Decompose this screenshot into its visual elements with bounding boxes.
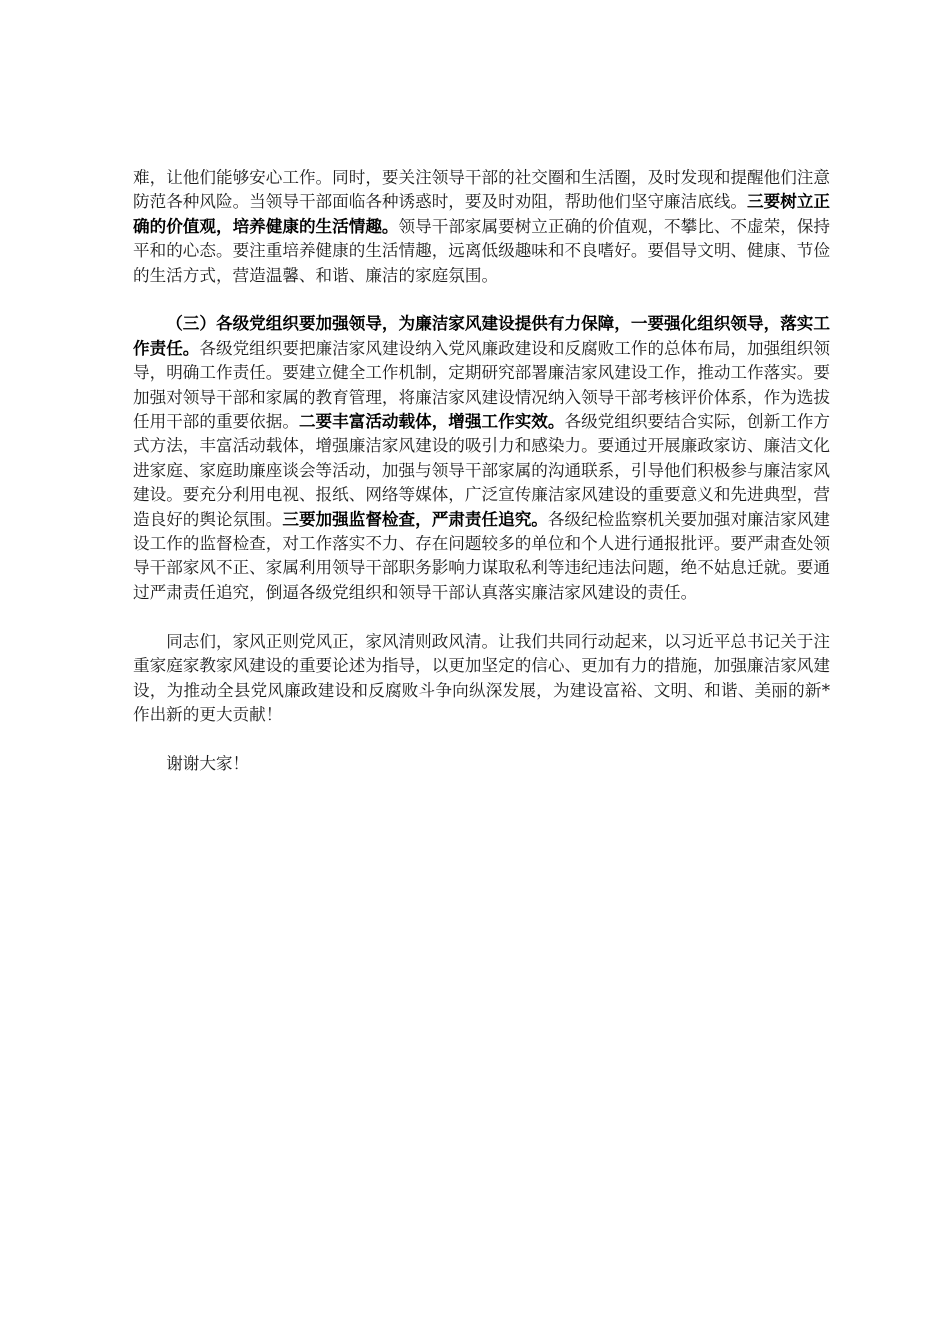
paragraph-thanks [133, 752, 830, 776]
text-run: 各级纪检监察机关要加强对廉洁家风建设工作的监督检查，对工作落实不力、存在问题较多的单位和个人进行通报批评。要严肃查处领导干部家风不正、家属利用领导干部职务影响力谋取私利等违纪违法问题，绝不姑息迁就。要通过严肃责任追究，倒逼各级党组织和领导干部认真落实廉洁家风建设的责任。 [133, 509, 831, 602]
text-run: 同志们，家风正则党风正，家风清则政风清。让我们共同行动起来，以习近平总书记关于注重家庭家教家风建设的重要论述为指导，以更加坚定的信心、更加有力的措施，加强廉洁家风建设，为推动全县党风廉政建设和反腐败斗争向纵深发展，为建设富裕、文明、和谐、美丽的新*作出新的更大贡献！ [133, 631, 830, 724]
text-run: 领导干部家属要树立正确的价值观，不攀比、不虚荣，保持平和的心态。要注重培养健康的生活情趣，远离低级趣味和不良嗜好。要倡导文明、健康、节俭的生活方式，营造温馨、和谐、廉洁的家庭氛围。 [133, 216, 831, 285]
paragraph-closing-call [133, 630, 830, 728]
bold-heading-run: 二要丰富活动载体，增强工作实效。 [298, 412, 565, 432]
text-run: 各级党组织要结合实际，创新工作方式方法，丰富活动载体，增强廉洁家风建设的吸引力和感染力。要通过开展廉政家访、廉洁文化进家庭、家庭助廉座谈会等活动，加强与领导干部家属的沟通联系，引导他们积极参与廉洁家风建设。要充分利用电视、报纸、网络等媒体，广泛宣传廉洁家风建设的重要意义和先进典型，营造良好的舆论氛围。 [133, 412, 831, 529]
text-run: 难，让他们能够安心工作。同时，要关注领导干部的社交圈和生活圈，及时发现和提醒他们注意防范各种风险。当领导干部面临各种诱惑时，要及时劝阻，帮助他们坚守廉洁底线。 [133, 168, 830, 212]
document-page [133, 166, 830, 801]
text-run: 各级党组织要把廉洁家风建设纳入党风廉政建设和反腐败工作的总体布局，加强组织领导，明确工作责任。要建立健全工作机制，定期研究部署廉洁家风建设工作，推动工作落实。要加强对领导干部和家属的教育管理，将廉洁家风建设情况纳入领导干部考核评价体系，作为选拔任用干部的重要依据。 [133, 338, 831, 432]
section-heading-run: （三）各级党组织要加强领导，为廉洁家风建设提供有力保障，一要强化组织领导，落实工作责任。 [133, 314, 830, 358]
paragraph-party-leadership [133, 312, 830, 605]
bold-heading-run: 三要树立正确的价值观，培养健康的生活情趣。 [133, 192, 831, 236]
text-run: 谢谢大家！ [166, 753, 250, 773]
paragraph-family-values [133, 166, 830, 288]
bold-heading-run: 三要加强监督检查，严肃责任追究。 [282, 509, 548, 529]
